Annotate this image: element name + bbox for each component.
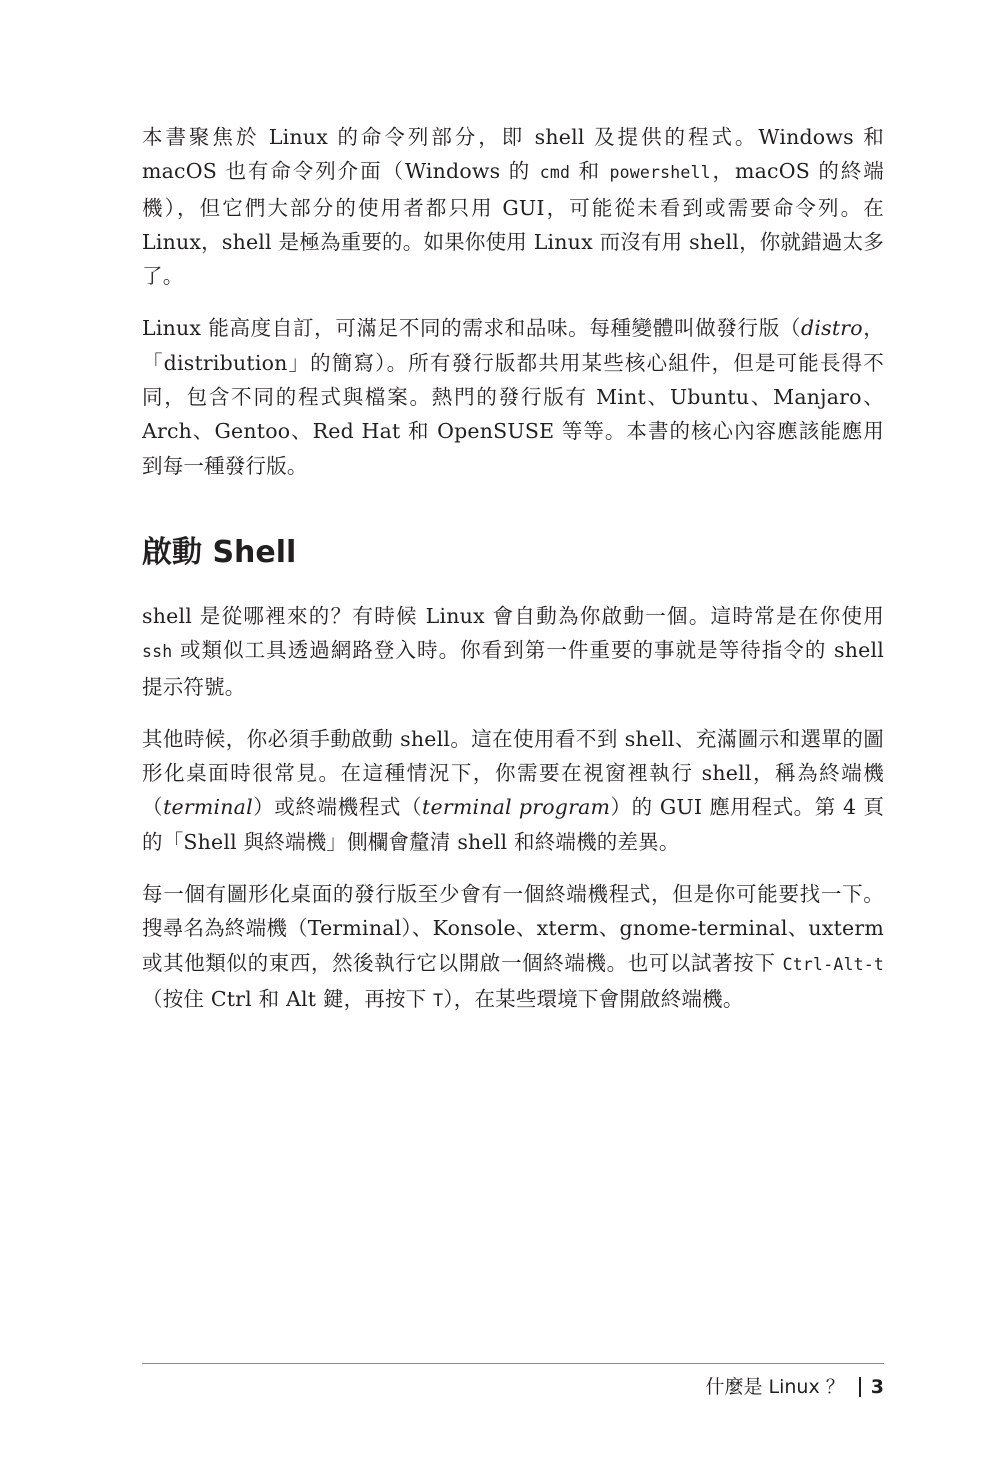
emphasis-term: distro (801, 316, 863, 341)
emphasis-term: terminal (163, 795, 253, 820)
inline-code: ssh (142, 642, 173, 662)
text-run: 每一個有圖形化桌面的發行版至少會有一個終端機程式，但是你可能要找一下。搜尋名為終端機（Terminal）、Konsole、xterm、gnome-terminal、uxterm 或其他類似的東西，然後執行它以開啟一個終端機。也可以試著按下 (142, 882, 884, 975)
text-run: ）的 GUI 應用程式。第 4 頁的「Shell 與終端機」側欄會釐清 shell 和終端機的差異。 (142, 795, 885, 854)
text-run: shell 是從哪裡來的？有時候 Linux 會自動為你啟動一個。這時常是在你使用 (142, 603, 884, 628)
term-highlight: 終端機 (819, 761, 884, 786)
paragraph-distros (142, 311, 884, 482)
text-run: 本書聚焦於 Linux 的命令列部分，即 shell 及提供的程式。Windows 和 macOS 也有命令列介面（Windows 的 (142, 125, 884, 184)
page-footer (705, 1374, 884, 1400)
page-body (142, 120, 884, 1036)
term-highlight: 發行版 (716, 316, 780, 341)
text-run: （ (400, 795, 423, 820)
paragraph-shell-origin (142, 599, 884, 704)
text-run: ）或 (252, 795, 296, 820)
text-run: ，macOS 的終端機），但它們大部分的使用者都只用 GUI，可能從未看到或需要命令列。在 Linux，shell 是極為重要的。如果你使用 Linux 而沒有用 shell，你就錯過太多了。 (142, 159, 885, 289)
emphasis-term: terminal program (422, 795, 611, 820)
text-run: （按住 Ctrl 和 Alt 鍵，再按下 (142, 986, 434, 1011)
page-number: 3 (870, 1376, 884, 1398)
paragraph-intro (142, 120, 884, 293)
section-heading: 啟動 Shell (142, 534, 297, 570)
term-highlight: 終端機程式 (295, 795, 401, 820)
footer-separator (859, 1377, 861, 1397)
text-run: （ (779, 316, 802, 341)
text-run: （ (142, 795, 164, 820)
text-run: ），在某些環境下會開啟終端機。 (443, 986, 744, 1011)
inline-code: powershell (609, 163, 711, 183)
footer-divider (142, 1363, 884, 1364)
inline-code: cmd (539, 163, 571, 183)
text-run: Linux 能高度自訂，可滿足不同的需求和品味。每種變體叫做 (142, 316, 717, 341)
text-run: ，「distribution」的簡寫）。所有發行版都共用某些核心組件，但是可能長得不同，包含不同的程式與檔案。熱門的發行版有 Mint、Ubuntu、Manjaro、Arch、Gentoo、Red Hat 和 OpenSUSE 等等。本書的核心內容應該能應用到每一種發行版。 (142, 316, 884, 478)
text-run: 或類似工具透過網路登入時。你看到第一件重要的事就是等待指令的 shell 提示符號。 (142, 638, 884, 699)
paragraph-terminal (142, 722, 884, 859)
text-run: 和 (570, 159, 610, 184)
running-chapter-title: 什麼是 Linux ？ (705, 1376, 845, 1398)
paragraph-terminal-program (142, 877, 884, 1018)
text-run: 其他時候，你必須手動啟動 shell。這在使用看不到 shell、充滿圖示和選單的圖形化桌面時很常見。在這種情況下，你需要在視窗裡執行 shell，稱為 (142, 726, 884, 786)
inline-code: Ctrl-Alt-t (782, 954, 884, 974)
inline-code: T (433, 990, 444, 1010)
